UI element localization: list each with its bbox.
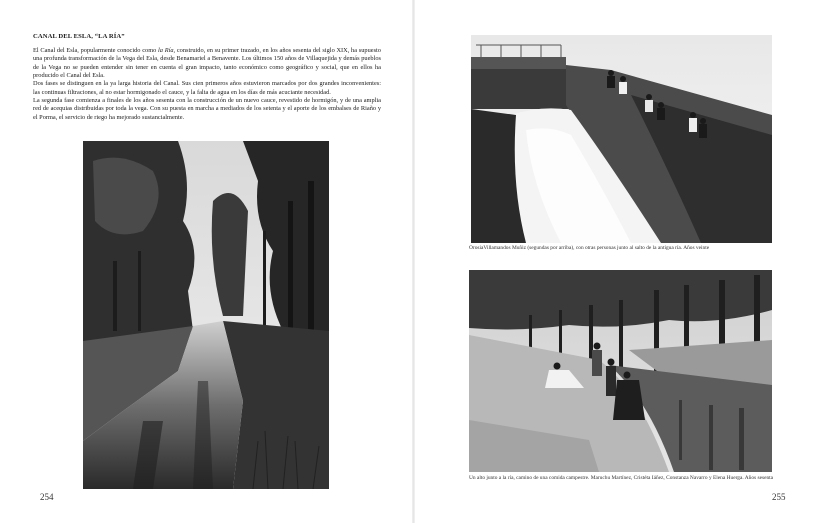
right-page: [414, 0, 827, 523]
photo-canal-poplars: [83, 141, 329, 489]
photo-canal-weir: [471, 35, 772, 243]
body-text: [33, 47, 381, 122]
section-heading: CANAL DEL ESLA, “LA RÍA”: [33, 33, 125, 40]
page-number-right: 255: [772, 492, 786, 502]
paragraph-3: La segunda fase comienza a finales de los años sesenta con la construcción de un nuevo cauce, revestido de hormigón, y de una amplia red de acequias distribuidas por toda la vega. Con su puesta en marcha a mediados de los setenta y el aporte de los embalses de Riaño y el Porma, el servicio de riego ha mejorado sustancialmente.: [33, 97, 381, 121]
paragraph-2: Dos fases se distinguen en la ya larga historia del Canal. Sus cien primeros años estuvieron marcados por dos grandes inconvenientes: las continuas filtraciones, al no estar hormigonado el cauce, y la falta de agua en los días de más acuciante necesidad.: [33, 80, 381, 96]
paragraph-1: El Canal del Esla, popularmente conocido como la Ría, construido, en su primer trazado, en los años sesenta del siglo XIX, ha supuesto una profunda transformación de la Vega del Esla, desde Benamariel a Benavente. Los últimos 150 años de Villaquejida y demás pueblos de la Vega no se pueden entender sin tener en cuenta el gran impacto, tanto económico como geográfico y social, que en ellos ha producido el Canal del Esla.: [33, 47, 381, 80]
caption-top-photo: OrosiaVillamandos Muñiz (segundas por arriba), con otras personas junto al salto de la antigua ría. Años veinte: [469, 245, 710, 251]
page-number-left: 254: [40, 492, 54, 502]
left-page: [0, 0, 413, 523]
photo-canal-picnic: [469, 270, 772, 472]
caption-bottom-photo: Un alto junto a la ría, camino de una comida campestre. Maruchu Martínez, Cristéta Iáñez, Constanza Navarro y Elena Huerga. Años sesenta: [469, 475, 774, 481]
